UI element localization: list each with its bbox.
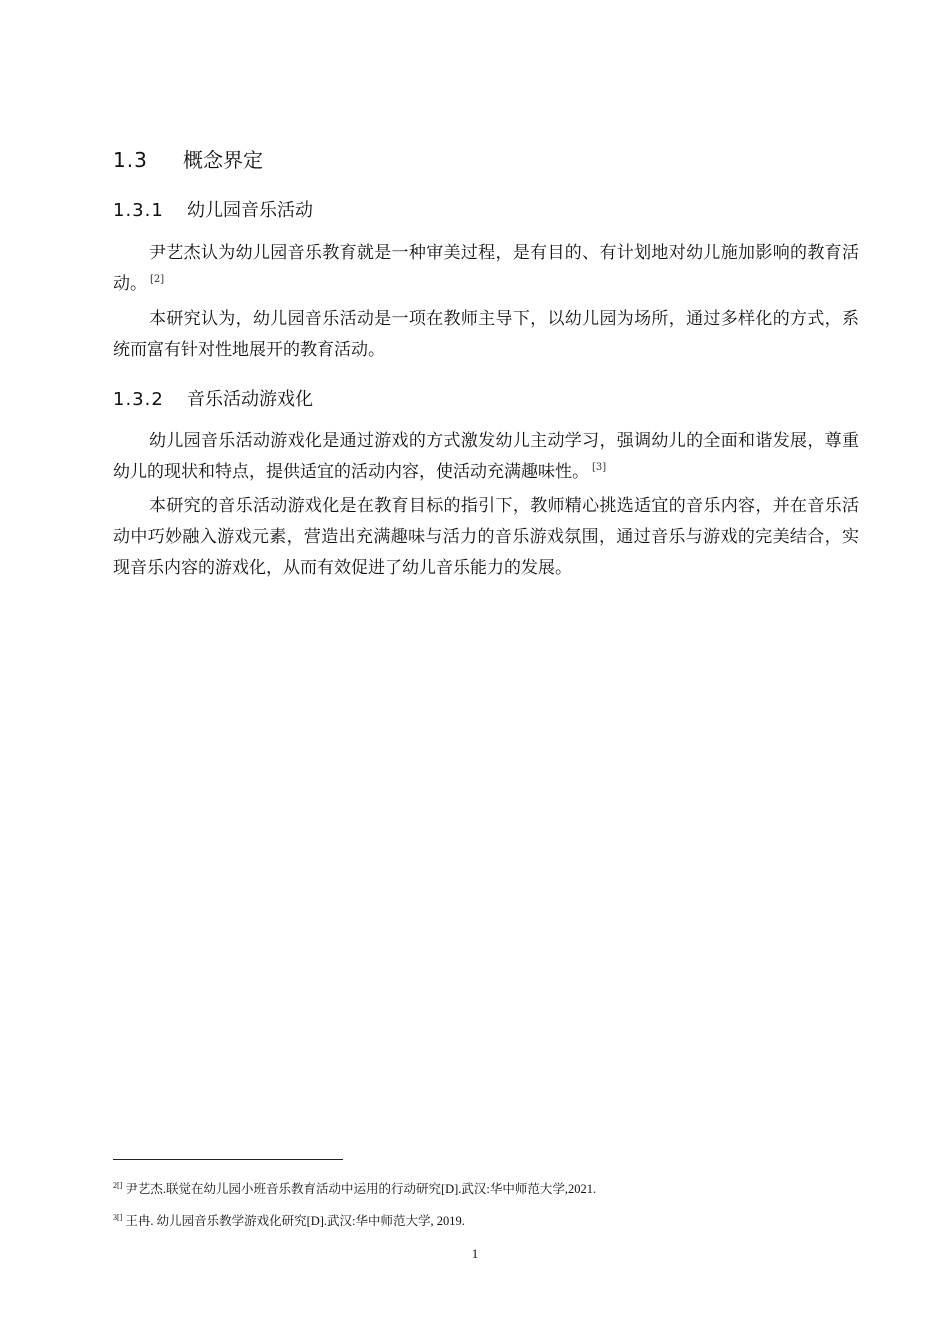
- footnote: [113, 1180, 596, 1198]
- subsection-heading-1: [113, 198, 313, 224]
- subsection-title: 幼儿园音乐活动: [187, 200, 313, 221]
- paragraph: 幼儿园音乐活动游戏化是通过游戏的方式激发幼儿主动学习，强调幼儿的全面和谐发展，尊重幼儿的现状和特点，提供适宜的活动内容，使活动充满趣味性。 [3]: [113, 431, 859, 482]
- subsection-title: 音乐活动游戏化: [187, 389, 313, 410]
- citation-ref[interactable]: [2]: [150, 274, 165, 286]
- subsection-number: 1.3.1: [113, 200, 164, 221]
- citation-ref[interactable]: [3]: [592, 462, 607, 474]
- paragraph: 本研究的音乐活动游戏化是在教育目标的指引下，教师精心挑选适宜的音乐内容，并在音乐活动中巧妙融入游戏元素，营造出充满趣味与活力的音乐游戏氛围，通过音乐与游戏的完美结合，实现音乐内容的游戏化，从而有效促进了幼儿音乐能力的发展。: [113, 496, 859, 578]
- footnote-mark: 3[]: [113, 1212, 123, 1222]
- page-number: 1: [471, 1246, 479, 1261]
- footnote-divider: [113, 1159, 343, 1160]
- footnote: [113, 1212, 465, 1230]
- subsection-heading-2: [113, 387, 313, 413]
- section-title: 概念界定: [183, 148, 263, 172]
- footnote-text: 王冉. 幼儿园音乐教学游戏化研究[D].武汉:华中师范大学, 2019.: [125, 1214, 465, 1228]
- subsection-number: 1.3.2: [113, 389, 164, 410]
- footnote-mark: 2[]: [113, 1180, 123, 1190]
- section-heading: [113, 146, 263, 174]
- paragraph: 尹艺杰认为幼儿园音乐教育就是一种审美过程，是有目的、有计划地对幼儿施加影响的教育活动。 [2]: [113, 243, 859, 294]
- footnote-text: 尹艺杰.联觉在幼儿园小班音乐教育活动中运用的行动研究[D].武汉:华中师范大学,2021.: [125, 1182, 597, 1196]
- paragraph: 本研究认为，幼儿园音乐活动是一项在教师主导下，以幼儿园为场所，通过多样化的方式，系统而富有针对性地展开的教育活动。: [113, 309, 859, 360]
- section-number: 1.3: [113, 148, 148, 172]
